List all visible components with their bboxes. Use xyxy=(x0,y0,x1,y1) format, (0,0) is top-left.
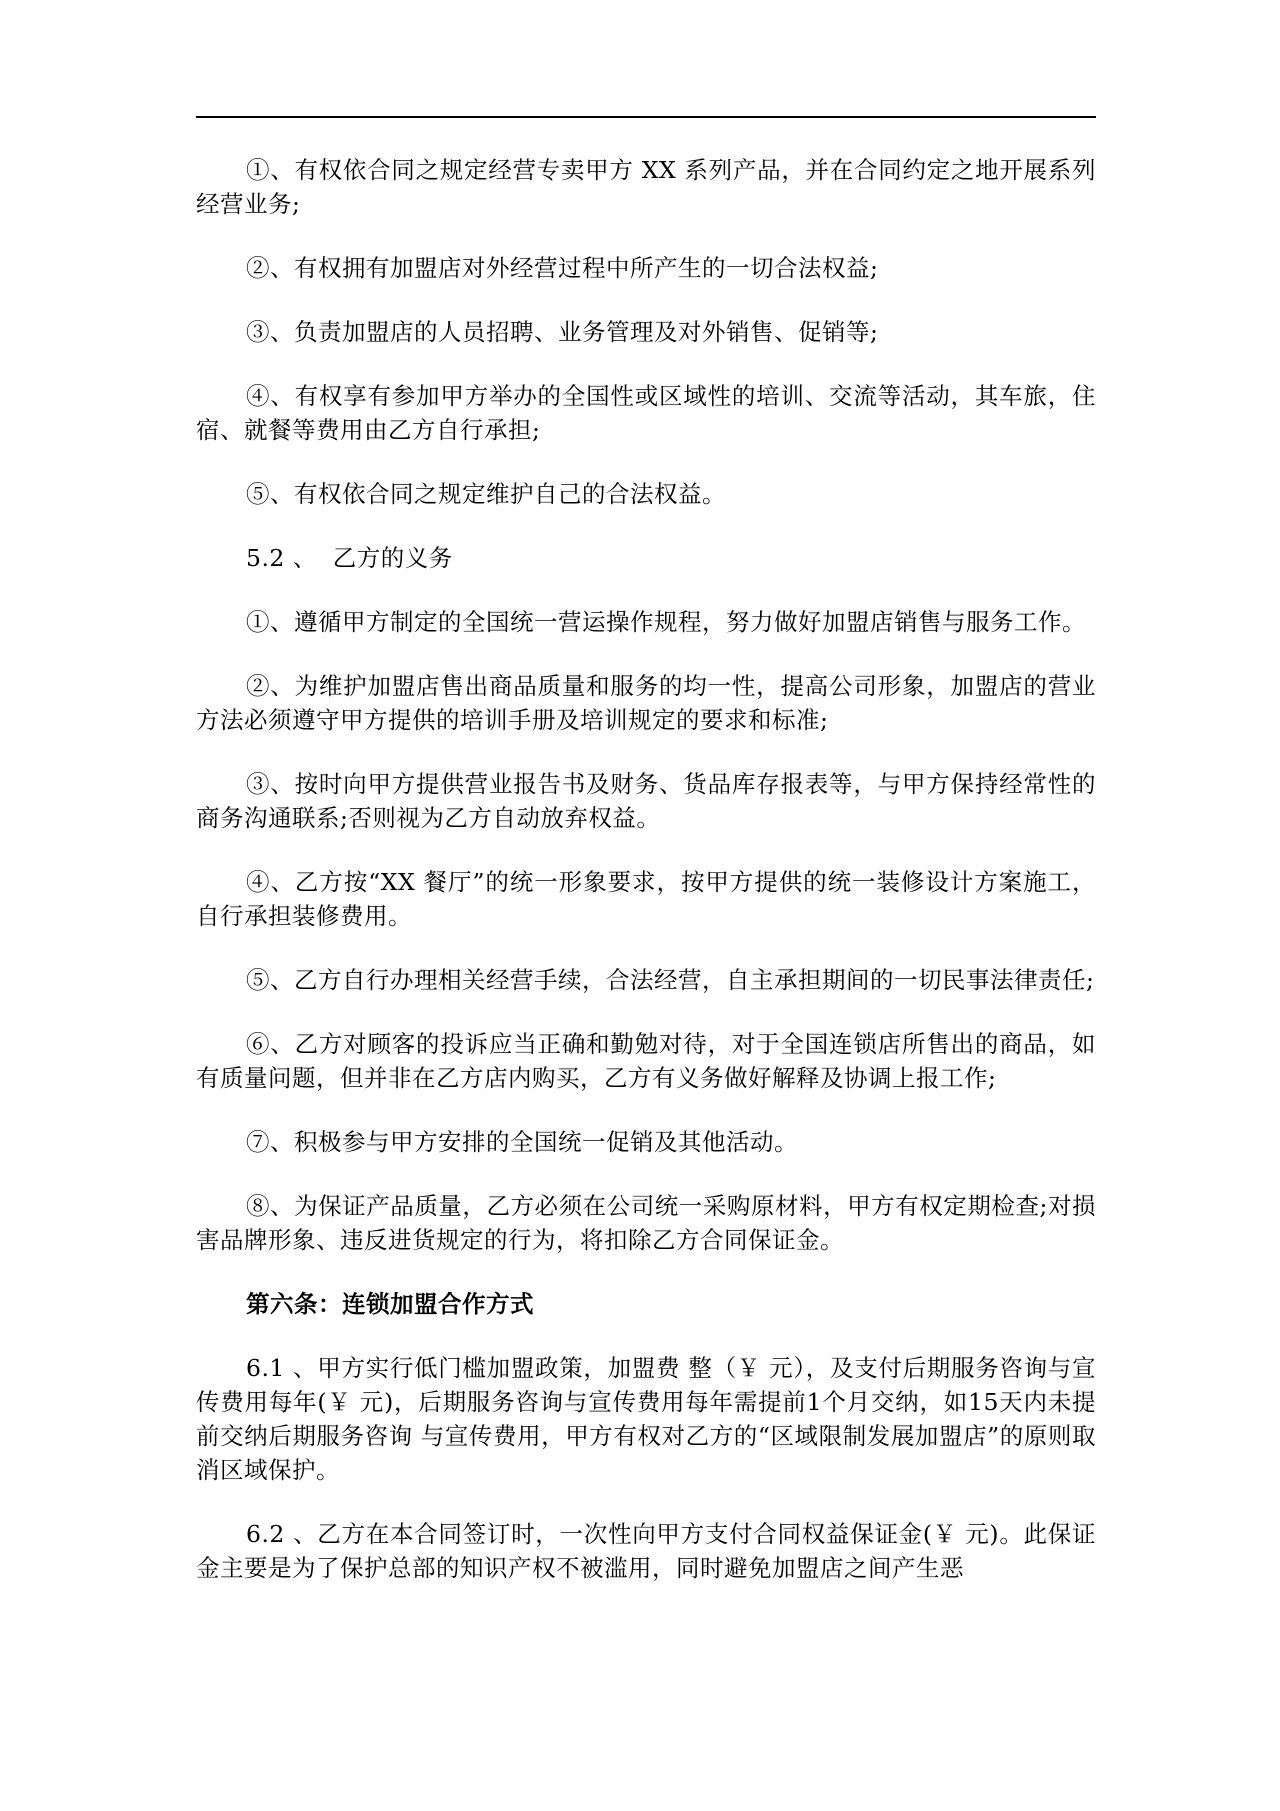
obligation-item-3: ③、按时向甲方提供营业报告书及财务、货品库存报表等，与甲方保持经常性的商务沟通联系;否则视为乙方自动放弃权益。 xyxy=(196,770,1096,832)
rights-item-3: ③、负责加盟店的人员招聘、业务管理及对外销售、促销等; xyxy=(246,318,879,346)
obligation-item-2: ②、为维护加盟店售出商品质量和服务的均一性，提高公司形象，加盟店的营业方法必须遵守甲方提供的培训手册及培训规定的要求和标准; xyxy=(196,672,1096,734)
article-6-heading: 第六条：连锁加盟合作方式 xyxy=(246,1290,534,1318)
obligation-item-5: ⑤、乙方自行办理相关经营手续，合法经营，自主承担期间的一切民事法律责任; xyxy=(246,966,1095,994)
clause-6-1: 6.1 、甲方实行低门槛加盟政策，加盟费 整（￥ 元），及支付后期服务咨询与宣传费用每年(￥ 元)，后期服务咨询与宣传费用每年需提前1个月交纳，如15天内未提前交纳后期服务咨询 与宣传费用，甲方有权对乙方的“区域限制发展加盟店”的原则取消区域保护。 xyxy=(196,1354,1096,1484)
obligation-item-8: ⑧、为保证产品质量，乙方必须在公司统一采购原材料，甲方有权定期检查;对损害品牌形象、违反进货规定的行为，将扣除乙方合同保证金。 xyxy=(196,1192,1096,1254)
obligation-item-1: ①、遵循甲方制定的全国统一营运操作规程，努力做好加盟店销售与服务工作。 xyxy=(246,608,1086,636)
document-body xyxy=(196,153,1096,1615)
section-heading-5-2: 5.2 、 乙方的义务 xyxy=(246,544,453,572)
rights-item-1: ①、有权依合同之规定经营专卖甲方 XX 系列产品，并在合同约定之地开展系列经营业务; xyxy=(196,156,1096,218)
obligation-item-6: ⑥、乙方对顾客的投诉应当正确和勤勉对待，对于全国连锁店所售出的商品，如有质量问题，但并非在乙方店内购买，乙方有义务做好解释及协调上报工作; xyxy=(196,1030,1096,1092)
rights-item-5: ⑤、有权依合同之规定维护自己的合法权益。 xyxy=(246,480,726,508)
obligation-item-7: ⑦、积极参与甲方安排的全国统一促销及其他活动。 xyxy=(246,1128,798,1156)
header-rule xyxy=(196,116,1096,118)
rights-item-4: ④、有权享有参加甲方举办的全国性或区域性的培训、交流等活动，其车旅，住宿、就餐等费用由乙方自行承担; xyxy=(196,382,1096,444)
obligation-item-4: ④、乙方按“XX 餐厅”的统一形象要求，按甲方提供的统一装修设计方案施工，自行承担装修费用。 xyxy=(196,868,1096,930)
clause-6-2: 6.2 、乙方在本合同签订时，一次性向甲方支付合同权益保证金(￥ 元)。此保证金主要是为了保护总部的知识产权不被滥用，同时避免加盟店之间产生恶 xyxy=(196,1520,1096,1582)
rights-item-2: ②、有权拥有加盟店对外经营过程中所产生的一切合法权益; xyxy=(246,254,879,282)
